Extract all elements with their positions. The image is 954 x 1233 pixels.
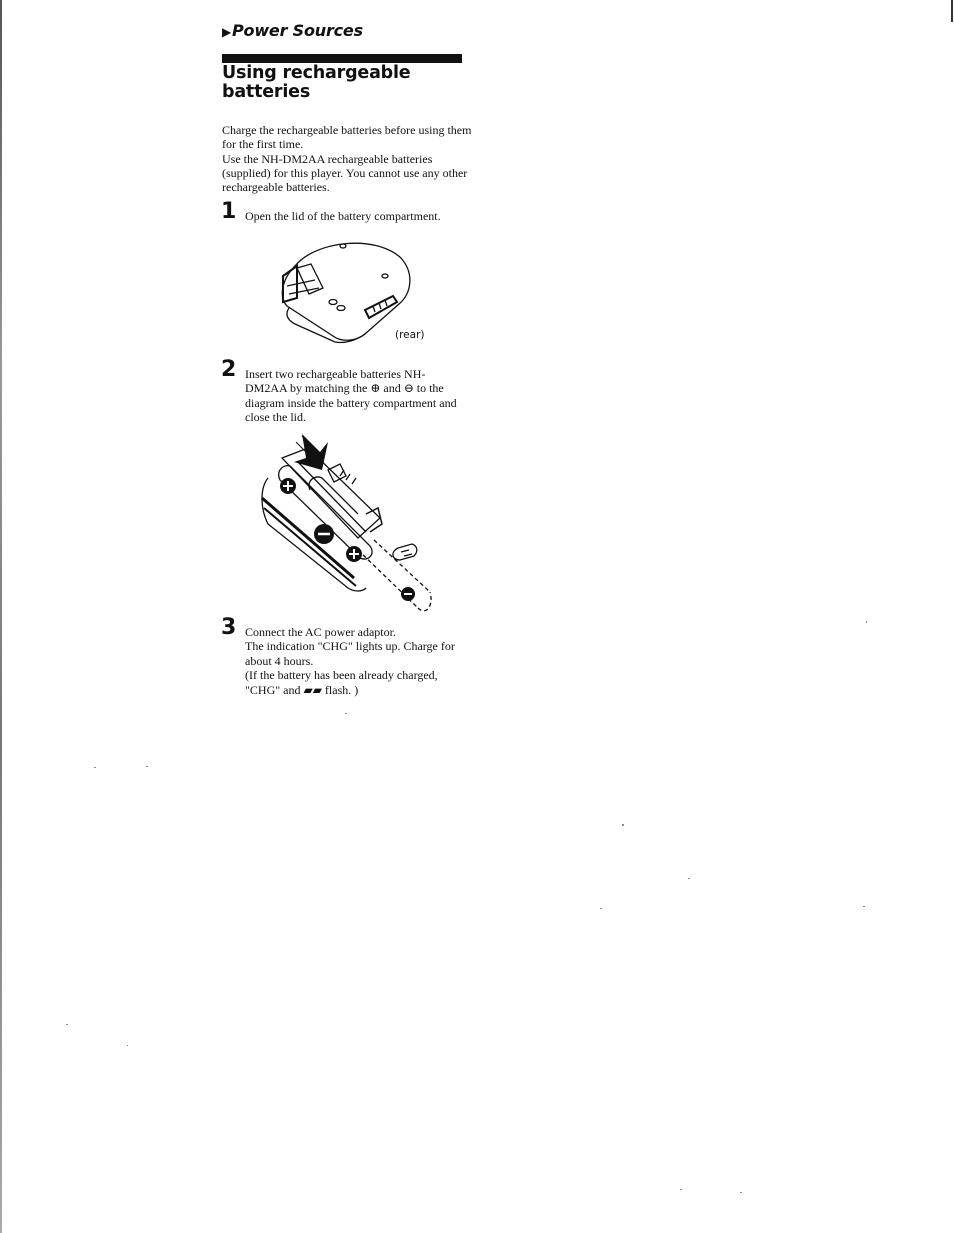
scan-speck xyxy=(622,824,624,826)
scan-speck xyxy=(94,767,96,768)
intro-paragraph: Use the NH-DM2AA rechargeable batteries (supplied) for this player. You cannot use any other rechargeable batteries. xyxy=(222,151,468,195)
battery-insertion-illustration xyxy=(258,428,438,624)
step-number: 2 xyxy=(221,357,237,382)
section-label xyxy=(222,21,363,40)
step-line: Connect the AC power adaptor. xyxy=(245,625,396,639)
scan-speck xyxy=(600,908,602,909)
step-line: The indication "CHG" lights up. Charge for about 4 hours. xyxy=(245,639,455,668)
scan-edge xyxy=(0,0,2,1233)
scan-speck xyxy=(740,1192,742,1193)
scan-speck xyxy=(680,1189,682,1190)
intro-text xyxy=(222,123,472,194)
intro-paragraph: Charge the rechargeable batteries before using them for the first time. xyxy=(222,123,472,152)
step-text xyxy=(245,625,470,697)
figure-caption: (rear) xyxy=(395,329,425,341)
step-line: Open the lid of the battery compartment. xyxy=(245,209,441,223)
step-text xyxy=(245,209,470,223)
page-title: Using rechargeable batteries xyxy=(222,63,411,102)
scan-speck xyxy=(866,621,867,623)
step-line: Insert two rechargeable batteries NH-DM2AA by matching the ⊕ and ⊖ to the diagram inside the battery compartment and close the lid. xyxy=(245,367,457,425)
step-number: 3 xyxy=(221,615,237,640)
scan-speck xyxy=(863,906,865,907)
scan-speck xyxy=(127,1045,128,1046)
section-label-text: Power Sources xyxy=(232,21,363,40)
title-rule xyxy=(222,54,462,63)
scan-speck xyxy=(345,713,347,714)
scan-mark xyxy=(951,0,953,22)
play-triangle-icon: ▶ xyxy=(222,25,232,39)
scan-speck xyxy=(688,878,690,879)
scan-speck xyxy=(66,1024,68,1025)
step-number: 1 xyxy=(221,199,237,224)
scan-speck xyxy=(146,766,148,767)
step-text xyxy=(245,367,463,425)
step-line: (If the battery has been already charged, "CHG" and ▰▰ flash. ) xyxy=(245,668,438,697)
player-rear-illustration xyxy=(275,236,415,344)
